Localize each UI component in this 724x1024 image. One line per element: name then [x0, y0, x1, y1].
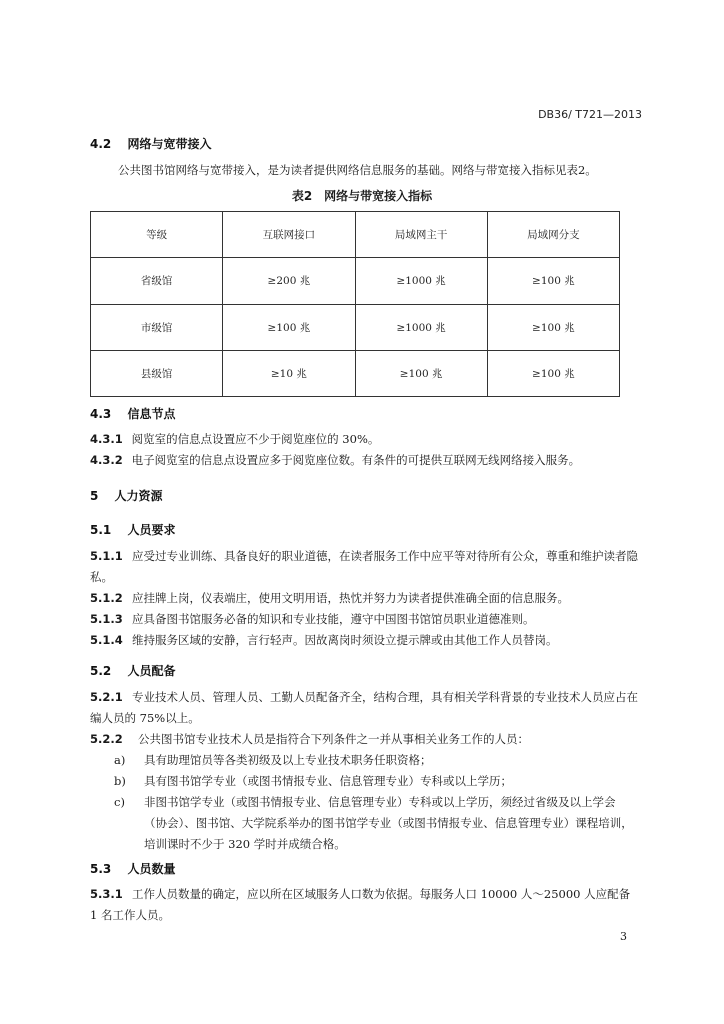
clause-5-3-1	[90, 884, 638, 926]
clause-text: 公共图书馆专业技术人员是指符合下列条件之一并从事相关业务工作的人员：	[138, 732, 529, 746]
section-number: 5.2	[90, 664, 112, 678]
table-cell: ≥100 兆	[487, 258, 619, 304]
clause-5-1-3	[90, 609, 535, 630]
section-4-3-heading	[90, 405, 175, 422]
section-4-2-body: 公共图书馆网络与宽带接入，是为读者提供网络信息服务的基础。网络与带宽接入指标见表2。	[118, 163, 597, 177]
clause-number: 5.3.1	[90, 887, 123, 901]
clause-number: 5.1.4	[90, 633, 123, 647]
chapter-title: 人力资源	[114, 489, 163, 503]
clause-text: 应具备图书馆服务必备的知识和专业技能，遵守中国图书馆馆员职业道德准则。	[132, 612, 535, 626]
table-cell: ≥100 兆	[487, 350, 619, 396]
section-5-1-heading	[90, 521, 175, 538]
header-cell: 局域网主干	[355, 212, 487, 258]
table-cell: 市级馆	[91, 304, 223, 350]
section-title: 人员要求	[127, 523, 176, 537]
table-cell: ≥100 兆	[487, 304, 619, 350]
clause-5-1-1	[90, 546, 638, 588]
clause-number: 5.1.1	[90, 549, 123, 563]
table-cell: ≥1000 兆	[355, 258, 487, 304]
section-5-3-heading	[90, 860, 175, 877]
clause-text: 应挂牌上岗，仪表端庄，使用文明用语，热忱并努力为读者提供准确全面的信息服务。	[132, 591, 569, 605]
clause-number: 5.2.2	[90, 732, 123, 746]
clause-5-2-2	[90, 729, 529, 750]
list-label: c)	[114, 795, 125, 809]
list-text: 具有助理馆员等各类初级及以上专业技术职务任职资格；	[144, 753, 432, 767]
network-bandwidth-table	[90, 211, 620, 397]
table-row	[91, 304, 620, 350]
list-label: a)	[114, 753, 126, 767]
section-number: 5.1	[90, 523, 112, 537]
section-title: 信息节点	[127, 407, 176, 421]
clause-text: 阅览室的信息点设置应不少于阅览座位的 30%。	[131, 432, 380, 446]
table-cell: 县级馆	[91, 350, 223, 396]
list-text: 非图书馆学专业（或图书情报专业、信息管理专业）专科或以上学历，须经过省级及以上学会（协会）、图书馆、大学院系举办的图书馆学专业（或图书情报专业、信息管理专业）课程培训，培训课时不少于 320 学时并成绩合格。	[144, 795, 633, 851]
list-item-b	[90, 771, 512, 792]
clause-number: 4.3.2	[90, 453, 123, 467]
table-row	[91, 350, 620, 396]
list-item-a	[90, 750, 432, 771]
header-cell: 局域网分支	[487, 212, 619, 258]
clause-4-3-1	[90, 429, 379, 450]
clause-text: 应受过专业训练、具备良好的职业道德，在读者服务工作中应平等对待所有公众，尊重和维护读者隐私。	[90, 549, 638, 584]
page-number: 3	[620, 930, 627, 943]
section-number: 4.2	[90, 137, 112, 151]
header-cell: 互联网接口	[223, 212, 355, 258]
clause-number: 5.1.2	[90, 591, 123, 605]
table-row	[91, 258, 620, 304]
table-cell: ≥100 兆	[223, 304, 355, 350]
section-title: 人员数量	[127, 862, 176, 876]
chapter-number: 5	[90, 489, 99, 503]
clause-5-2-1	[90, 687, 640, 729]
clause-5-1-4	[90, 630, 558, 651]
list-label: b)	[114, 774, 126, 788]
clause-number: 4.3.1	[90, 432, 123, 446]
clause-5-1-2	[90, 588, 569, 609]
clause-text: 工作人员数量的确定，应以所在区域服务人口数为依据。每服务人口 10000 人～25000 人应配备 1 名工作人员。	[90, 887, 631, 922]
clause-text: 专业技术人员、管理人员、工勤人员配备齐全，结构合理，具有相关学科背景的专业技术人员应占在编人员的 75%以上。	[90, 690, 638, 725]
table-cell: ≥100 兆	[355, 350, 487, 396]
table-cell: ≥200 兆	[223, 258, 355, 304]
chapter-5-heading	[90, 487, 163, 504]
clause-number: 5.1.3	[90, 612, 123, 626]
clause-4-3-2	[90, 450, 580, 471]
header-cell: 等级	[91, 212, 223, 258]
section-title: 网络与宽带接入	[127, 137, 212, 151]
section-title: 人员配备	[127, 664, 176, 678]
clause-text: 电子阅览室的信息点设置应多于阅览座位数。有条件的可提供互联网无线网络接入服务。	[131, 453, 581, 467]
table-header-row	[91, 212, 620, 258]
clause-number: 5.2.1	[90, 690, 123, 704]
section-number: 4.3	[90, 407, 112, 421]
table-caption: 表2 网络与带宽接入指标	[291, 189, 433, 203]
section-number: 5.3	[90, 862, 112, 876]
document-code: DB36/ T721—2013	[538, 108, 642, 121]
section-4-2-heading	[90, 135, 211, 152]
list-text: 具有图书馆学专业（或图书情报专业、信息管理专业）专科或以上学历；	[144, 774, 512, 788]
table-cell: ≥1000 兆	[355, 304, 487, 350]
table-cell: 省级馆	[91, 258, 223, 304]
section-5-2-heading	[90, 662, 175, 679]
clause-text: 维持服务区域的安静，言行轻声。因故离岗时须设立提示牌或由其他工作人员替岗。	[132, 633, 558, 647]
table-cell: ≥10 兆	[223, 350, 355, 396]
